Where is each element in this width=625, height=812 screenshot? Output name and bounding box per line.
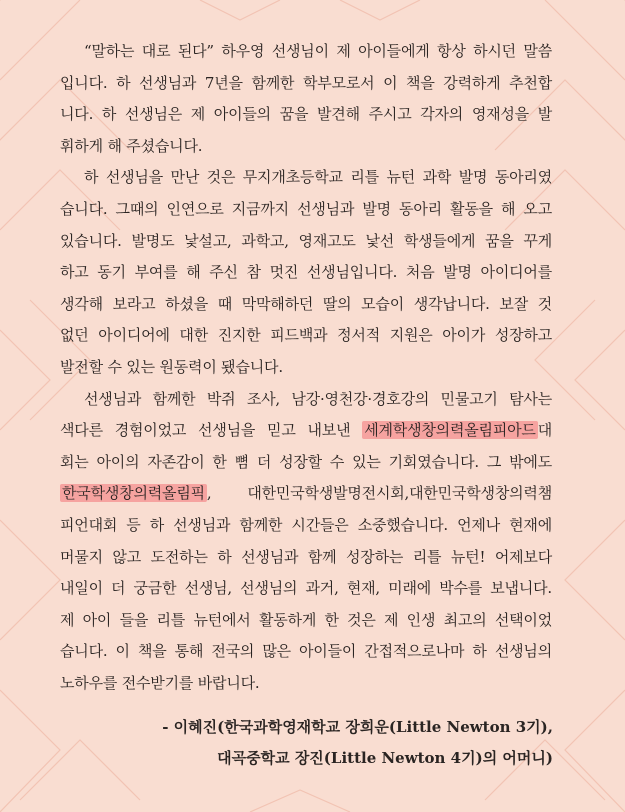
text-line: 제 아이 들을 리틀 뉴턴에서 활동하게 한 것은 제 인생 최고의 선택이었 [60, 610, 552, 629]
text-line: 있습니다. 발명도 낯설고, 과학고, 영재고도 낯선 학생들에게 꿈을 꾸게 [60, 231, 552, 250]
text-segment: , 대한민국학생발명전시회,대한민국학생창의력챔 [206, 484, 552, 503]
text-line: 내일이 더 궁금한 선생님, 선생님의 과거, 현재, 미래에 박수를 보냅니다. [60, 579, 552, 598]
testimonial-text [60, 36, 552, 699]
text-line: 하고 동기 부여를 해 주신 참 멋진 선생님입니다. 처음 발명 아이디어를 [60, 263, 552, 282]
highlighted-term: 세계학생창의력올림피아드 [364, 421, 536, 440]
text-line: 휘하게 해 주셨습니다. [60, 136, 203, 155]
text-line: 선생님과 함께한 박쥐 조사, 남강·영천강·경호강의 민물고기 탐사는 [84, 389, 552, 408]
text-line [60, 478, 552, 510]
text-line: 입니다. 하 선생님과 7년을 함께한 학부모로서 이 책을 강력하게 추천합 [60, 73, 552, 92]
paragraph-1 [60, 36, 552, 162]
highlighted-term: 한국학생창의력올림픽 [62, 484, 205, 503]
text-line: 생각해 보라고 하셨을 때 막막해하던 딸의 모습이 생각납니다. 보잘 것 [60, 294, 552, 313]
text-line [60, 415, 552, 447]
text-line: 발전할 수 있는 원동력이 됐습니다. [60, 357, 283, 376]
text-line: 노하우를 전수받기를 바랍니다. [60, 673, 260, 692]
text-line: 없던 아이디어에 대한 진지한 피드백과 정서적 지원은 아이가 성장하고 [60, 326, 552, 345]
text-line: 머물지 않고 도전하는 하 선생님과 함께 성장하는 리틀 뉴턴! 어제보다 [60, 547, 552, 566]
paragraph-3 [60, 384, 552, 700]
text-line: 니다. 하 선생님은 제 아이들의 꿈을 발견해 주시고 각자의 영재성을 발 [60, 105, 552, 124]
signature-line: 대곡중학교 장진(Little Newton 4기)의 어머니) [217, 749, 553, 767]
text-segment: 색다른 경험이었고 선생님을 믿고 내보낸 [60, 421, 363, 440]
text-line: 피언대회 등 하 선생님과 함께한 시간들은 소중했습니다. 언제나 현재에 [60, 515, 552, 534]
text-line: 습니다. 이 책을 통해 전국의 많은 아이들이 간접적으로나마 하 선생님의 [60, 642, 552, 661]
signature [162, 712, 553, 774]
signature-line: - 이혜진(한국과학영재학교 장희운(Little Newton 3기), [162, 718, 553, 736]
paragraph-2 [60, 162, 552, 383]
text-line: 습니다. 그때의 인연으로 지금까지 선생님과 발명 동아리 활동을 해 오고 [60, 199, 552, 218]
text-line: “말하는 대로 된다” 하우영 선생님이 제 아이들에게 항상 하시던 말씀 [84, 42, 552, 60]
text-line: 하 선생님을 만난 것은 무지개초등학교 리틀 뉴턴 과학 발명 동아리였 [84, 168, 552, 187]
text-line: 회는 아이의 자존감이 한 뼘 더 성장할 수 있는 기회였습니다. 그 밖에도 [60, 452, 552, 471]
text-segment: 대 [537, 421, 552, 440]
